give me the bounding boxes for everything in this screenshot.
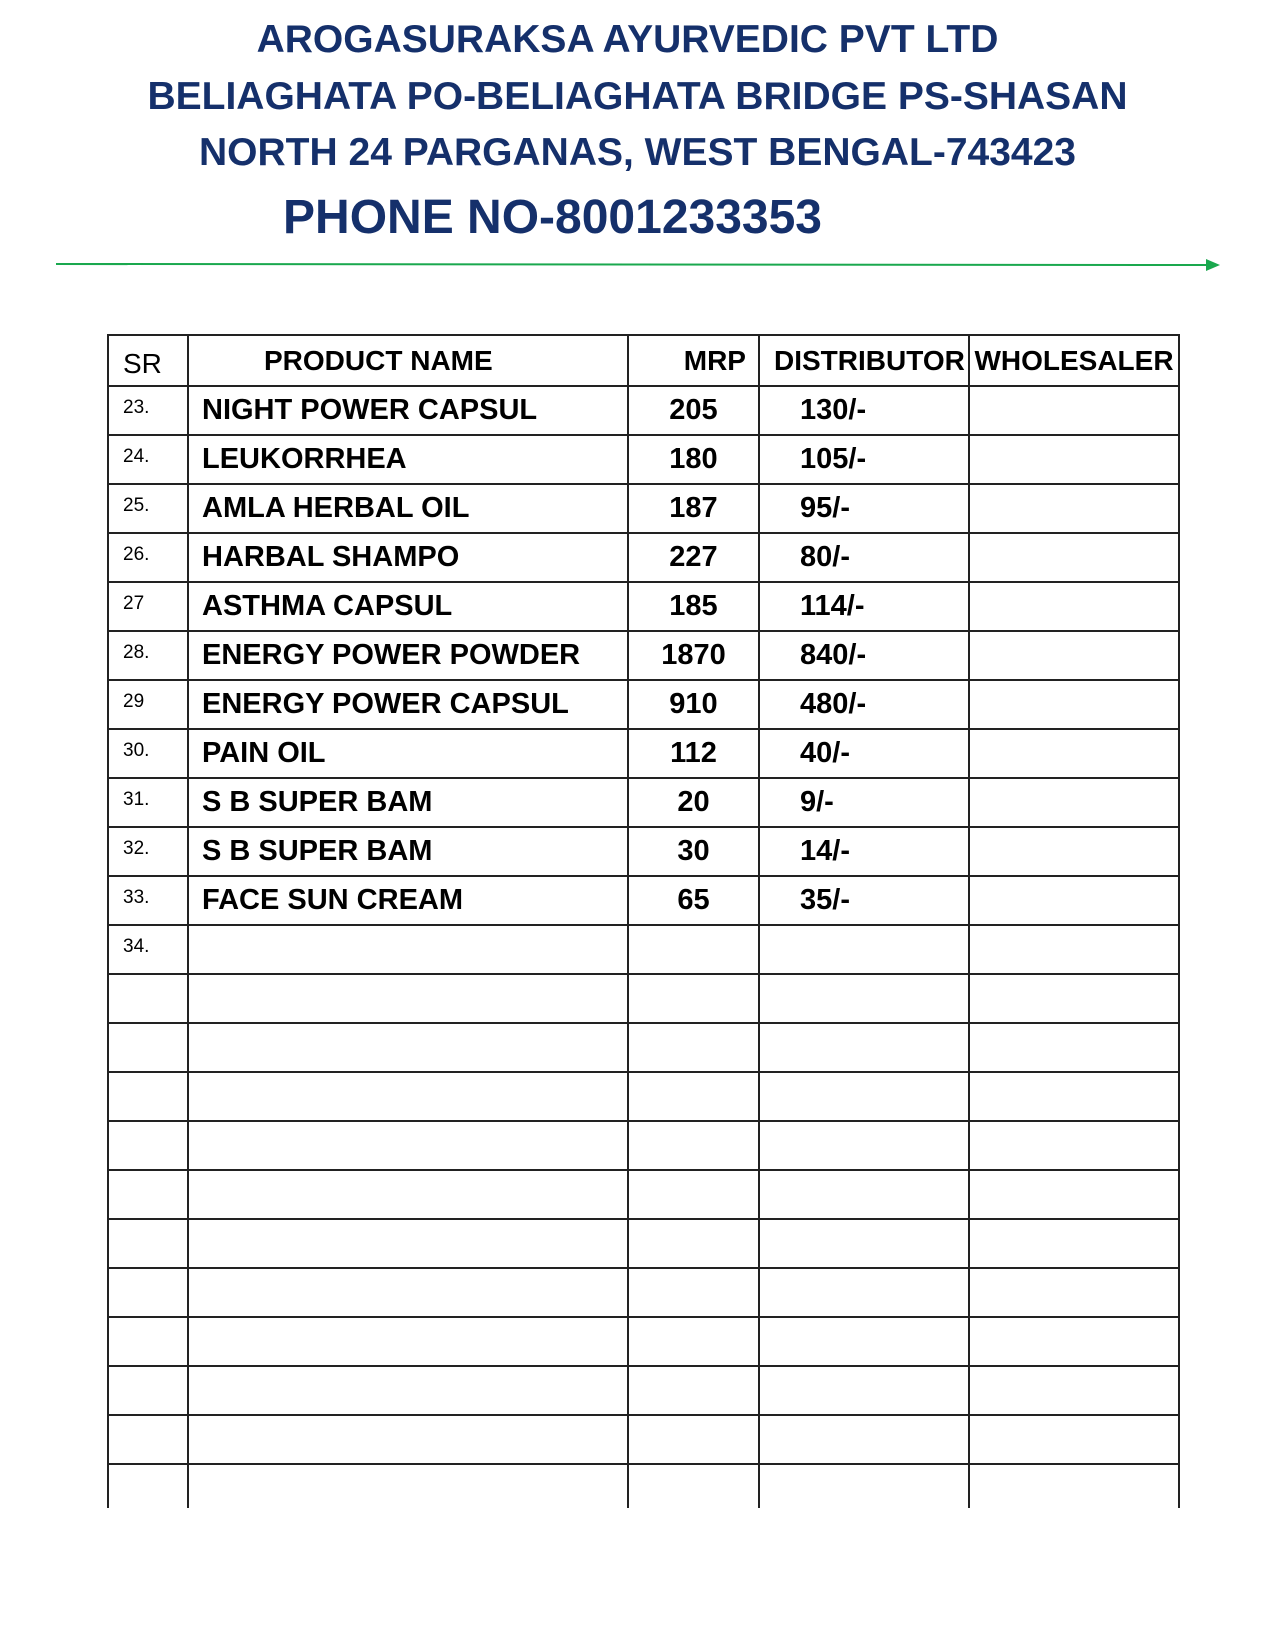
table-row (108, 1121, 1179, 1170)
sr-cell (108, 1415, 188, 1464)
mrp-cell (628, 974, 759, 1023)
wholesaler-cell (969, 582, 1179, 631)
distributor-cell (759, 1023, 969, 1072)
product-cell (188, 1219, 628, 1268)
sr-cell (108, 1317, 188, 1366)
wholesaler-cell (969, 435, 1179, 484)
sr-cell (108, 1170, 188, 1219)
mrp-cell (628, 925, 759, 974)
table-row (108, 386, 1179, 435)
sr-cell (108, 1366, 188, 1415)
sr-cell: 31. (108, 778, 188, 827)
mrp-cell: 180 (628, 435, 759, 484)
table-row (108, 582, 1179, 631)
wholesaler-cell (969, 778, 1179, 827)
table-row (108, 680, 1179, 729)
wholesaler-cell (969, 729, 1179, 778)
column-header-sr: SR (108, 335, 188, 386)
table-row (108, 1464, 1179, 1508)
product-cell (188, 1464, 628, 1508)
product-cell (188, 925, 628, 974)
wholesaler-cell (969, 1317, 1179, 1366)
sr-cell (108, 1464, 188, 1508)
table-row (108, 631, 1179, 680)
address-line-2: NORTH 24 PARGANAS, WEST BENGAL-743423 (199, 131, 1076, 174)
table-row (108, 1072, 1179, 1121)
sr-cell (108, 1219, 188, 1268)
mrp-cell: 65 (628, 876, 759, 925)
distributor-cell: 840/- (759, 631, 969, 680)
distributor-cell (759, 1268, 969, 1317)
sr-cell (108, 1072, 188, 1121)
distributor-cell: 480/- (759, 680, 969, 729)
table-row (108, 484, 1179, 533)
mrp-cell (628, 1023, 759, 1072)
wholesaler-cell (969, 1219, 1179, 1268)
distributor-cell: 9/- (759, 778, 969, 827)
product-cell: ASTHMA CAPSUL (188, 582, 628, 631)
mrp-cell: 185 (628, 582, 759, 631)
table-header-row (108, 335, 1179, 386)
table-row (108, 1170, 1179, 1219)
mrp-cell: 1870 (628, 631, 759, 680)
column-header-product: PRODUCT NAME (188, 335, 628, 386)
mrp-cell: 112 (628, 729, 759, 778)
table-row (108, 1317, 1179, 1366)
distributor-cell: 14/- (759, 827, 969, 876)
product-cell: S B SUPER BAM (188, 827, 628, 876)
product-cell: NIGHT POWER CAPSUL (188, 386, 628, 435)
wholesaler-cell (969, 827, 1179, 876)
table-row (108, 1366, 1179, 1415)
distributor-cell: 80/- (759, 533, 969, 582)
sr-cell: 33. (108, 876, 188, 925)
sr-cell: 24. (108, 435, 188, 484)
sr-cell: 34. (108, 925, 188, 974)
distributor-cell: 40/- (759, 729, 969, 778)
wholesaler-cell (969, 1464, 1179, 1508)
table-row (108, 533, 1179, 582)
product-cell (188, 1023, 628, 1072)
product-cell (188, 1317, 628, 1366)
distributor-cell: 35/- (759, 876, 969, 925)
product-cell: ENERGY POWER CAPSUL (188, 680, 628, 729)
mrp-cell: 20 (628, 778, 759, 827)
table-row (108, 876, 1179, 925)
sr-cell (108, 1268, 188, 1317)
distributor-cell (759, 974, 969, 1023)
product-cell: S B SUPER BAM (188, 778, 628, 827)
table-row (108, 1219, 1179, 1268)
sr-cell (108, 1121, 188, 1170)
table-row (108, 1415, 1179, 1464)
distributor-cell (759, 1219, 969, 1268)
wholesaler-cell (969, 1023, 1179, 1072)
wholesaler-cell (969, 386, 1179, 435)
sr-cell: 30. (108, 729, 188, 778)
wholesaler-cell (969, 876, 1179, 925)
distributor-cell (759, 1121, 969, 1170)
sr-cell: 29 (108, 680, 188, 729)
wholesaler-cell (969, 925, 1179, 974)
table-row (108, 974, 1179, 1023)
mrp-cell (628, 1366, 759, 1415)
product-cell: LEUKORRHEA (188, 435, 628, 484)
table-row (108, 925, 1179, 974)
distributor-cell (759, 1415, 969, 1464)
sr-cell: 28. (108, 631, 188, 680)
wholesaler-cell (969, 974, 1179, 1023)
distributor-cell (759, 1072, 969, 1121)
wholesaler-cell (969, 1170, 1179, 1219)
divider-arrow-icon (56, 258, 1220, 272)
mrp-cell (628, 1317, 759, 1366)
company-name: AROGASURAKSA AYURVEDIC PVT LTD (256, 18, 999, 61)
mrp-cell (628, 1072, 759, 1121)
sr-cell: 23. (108, 386, 188, 435)
product-cell (188, 1121, 628, 1170)
product-cell (188, 1366, 628, 1415)
sr-cell: 26. (108, 533, 188, 582)
sr-cell (108, 1023, 188, 1072)
mrp-cell: 30 (628, 827, 759, 876)
table-row (108, 729, 1179, 778)
price-list-table (107, 334, 1180, 1508)
table-row (108, 1268, 1179, 1317)
mrp-cell (628, 1219, 759, 1268)
product-cell (188, 974, 628, 1023)
distributor-cell: 105/- (759, 435, 969, 484)
sr-cell: 32. (108, 827, 188, 876)
mrp-cell: 227 (628, 533, 759, 582)
wholesaler-cell (969, 533, 1179, 582)
product-cell: HARBAL SHAMPO (188, 533, 628, 582)
distributor-cell (759, 1366, 969, 1415)
mrp-cell: 187 (628, 484, 759, 533)
sr-cell: 27 (108, 582, 188, 631)
column-header-wholesaler: WHOLESALER (969, 335, 1179, 386)
address-line-1: BELIAGHATA PO-BELIAGHATA BRIDGE PS-SHASAN (147, 75, 1128, 118)
product-cell: AMLA HERBAL OIL (188, 484, 628, 533)
wholesaler-cell (969, 1121, 1179, 1170)
distributor-cell: 130/- (759, 386, 969, 435)
mrp-cell: 205 (628, 386, 759, 435)
product-cell (188, 1268, 628, 1317)
wholesaler-cell (969, 1415, 1179, 1464)
product-cell (188, 1072, 628, 1121)
product-cell: PAIN OIL (188, 729, 628, 778)
table-row (108, 435, 1179, 484)
mrp-cell (628, 1268, 759, 1317)
distributor-cell (759, 1464, 969, 1508)
wholesaler-cell (969, 680, 1179, 729)
column-header-mrp: MRP (628, 335, 759, 386)
wholesaler-cell (969, 1268, 1179, 1317)
product-cell: FACE SUN CREAM (188, 876, 628, 925)
mrp-cell (628, 1121, 759, 1170)
wholesaler-cell (969, 631, 1179, 680)
table-row (108, 827, 1179, 876)
mrp-cell: 910 (628, 680, 759, 729)
product-cell: ENERGY POWER POWDER (188, 631, 628, 680)
phone-number: PHONE NO-8001233353 (283, 191, 822, 244)
sr-cell (108, 974, 188, 1023)
table-row (108, 778, 1179, 827)
wholesaler-cell (969, 1072, 1179, 1121)
sr-cell: 25. (108, 484, 188, 533)
distributor-cell (759, 1170, 969, 1219)
mrp-cell (628, 1464, 759, 1508)
distributor-cell: 95/- (759, 484, 969, 533)
distributor-cell (759, 925, 969, 974)
mrp-cell (628, 1415, 759, 1464)
table-row (108, 1023, 1179, 1072)
distributor-cell (759, 1317, 969, 1366)
wholesaler-cell (969, 484, 1179, 533)
product-cell (188, 1170, 628, 1219)
product-cell (188, 1415, 628, 1464)
distributor-cell: 114/- (759, 582, 969, 631)
wholesaler-cell (969, 1366, 1179, 1415)
mrp-cell (628, 1170, 759, 1219)
column-header-distributor: DISTRIBUTOR (759, 335, 969, 386)
